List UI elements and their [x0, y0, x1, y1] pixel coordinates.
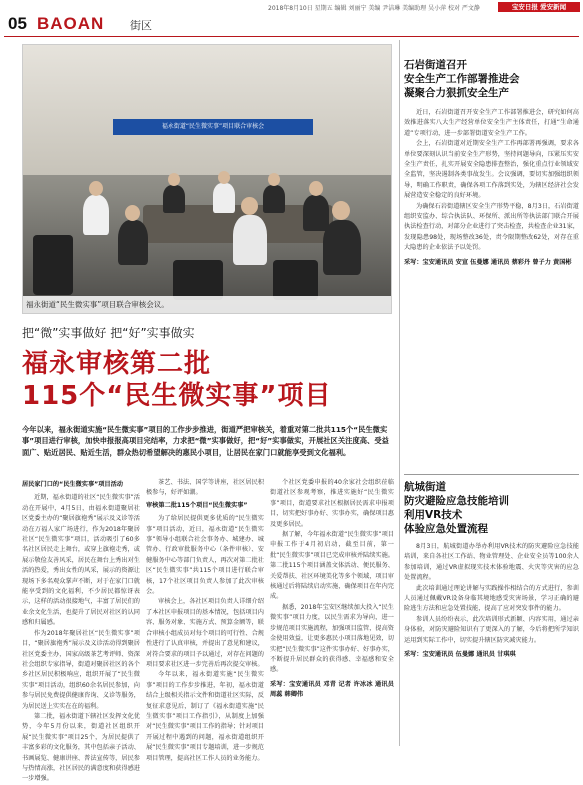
column-paragraph: 会上，石岩街道对近期安全生产工作再部署再强调，要求各单位要深刻认识当前安全生产形势，坚持问题导向，压紧压实安全生产责任，扎实开展安全隐患排查整治，强化重点行业领域安全监管，坚决遏制各类事故发生。会议强调，要切实加强组织领导，明确工作职责，确保各项工作落到实处，为辖区经济社会发展营造安全稳定的良好环境。	[404, 140, 579, 200]
column-subhead: 审核第二批115个项目“民生微实事”	[146, 501, 248, 509]
photo-head	[218, 171, 230, 184]
photo-person	[213, 183, 235, 213]
title-line: 体验应急处置流程	[404, 523, 488, 535]
article-credit: 采写：宝安通讯员 安宣 伍曼娜 通讯员 蔡彩丹 曾子力 黄国彬	[404, 258, 572, 266]
issue-meta: 2018年8月10日 星期五 编辑 刘丽宁 美编 尹洁琳 美编助理 吴小萍 校对 严文静	[268, 5, 480, 12]
column-paragraph: 第二批，福永街道下辖社区发挥文化优势，今年5月份以来，街道社区组织开展“民生微实事”项目25个，为居民提供了丰富多彩的文化服务，其中包括亲子活动、书画展览、健康讲座、普法宣传等，居民参与热情高涨，社区居民的满意度和获得感进一步增强。	[22, 712, 140, 783]
photo-caption: 福永街道“民生微实事”项目联合审核会议。	[23, 296, 391, 313]
column-paragraph: 此次培训通过理论讲解与实践操作相结合的方式进行，参训人员通过佩戴VR设备身临其境地感受灾害场景，学习正确的避险逃生方法和应急处置技能，提高了应对突发事件的能力。	[404, 584, 579, 613]
photo-person	[323, 220, 361, 275]
article-kicker: 把“微”实事做好 把“好”实事做实	[22, 326, 195, 340]
meeting-photo	[22, 44, 392, 314]
right-top-body	[404, 108, 579, 468]
article-lead: 今年以来，福永街道实施“民生微实事”项目的工作步步推进，街道严把审核关，着重对第二批共115个“民生微实事”项目进行审核，加快申报报高项目完结率，力求把“微”实事做好，把“好”实事做实，开展社区关注度高、受益面广、贴近居民、贴近生活，群众热切希望解决的惠民小项目，让居民在家门口就能享受到文化福利。	[22, 425, 389, 457]
photo-chair	[33, 235, 73, 295]
article-title-line2: 115个“民生微实事”项目	[22, 381, 332, 411]
right-top-title	[404, 58, 520, 100]
column-paragraph: 参训人员纷纷表示，此次培训形式新颖、内容实用，通过亲身体验，对防灾避险知识有了更深入的了解，今后将把所学知识运用到实际工作中，切实提升辖区防灾减灾能力。	[404, 615, 579, 644]
photo-person	[118, 220, 148, 265]
photo-head	[268, 173, 280, 186]
title-line: 石岩街道召开	[404, 59, 467, 71]
photo-head	[332, 201, 350, 220]
article-title-line1: 福永审核第二批	[22, 349, 212, 379]
column-paragraph: 8月3日，航城街道办举办利用VR技术的防灾避险应急技能培训，来自各社区工作站、物业管理处、企业安全员等100余人参加培训，通过VR虚拟现实技术体验地震、火灾等灾害的应急处置流程。	[404, 543, 579, 582]
article-credit: 采写：宝安通讯员 伍曼娜 通讯员 甘琪琪	[404, 651, 516, 659]
column-paragraph: 据了解，今年福永街道“民生微实事”项目申报工作于4月初启动，截至目前，第一批“民生微实事”项目已完成审核并陆续实施。第二批115个项目涵盖文体活动、便民服务、关爱帮扶、社区环境美化等多个领域，项目审核通过后将陆续启动实施，确保项目在年内完成。	[270, 531, 394, 601]
article-column-2	[146, 478, 264, 762]
title-line: 利用VR技术	[404, 509, 463, 521]
photo-head	[125, 205, 140, 221]
photo-head	[241, 197, 258, 215]
page-number: 05	[8, 14, 27, 33]
section-name: 街区	[130, 19, 152, 32]
photo-chair	[173, 260, 223, 300]
right-bottom-body	[404, 542, 579, 746]
newspaper-logo: 宝安日报 爱安新闻	[498, 2, 580, 12]
photo-person	[263, 185, 285, 213]
photo-head	[168, 173, 180, 186]
photo-head	[309, 181, 323, 196]
column-paragraph: 个社区党委申报的40余家社会组织莅临街道社区参观考察，推进实施好“民生微实事”项目，街道要求社区根据居民需求申报项目，切实把好事办好、实事办实，确保项目惠及更多居民。	[270, 479, 394, 528]
page-header	[0, 0, 583, 32]
article-column-1	[22, 478, 140, 783]
photo-person	[163, 185, 185, 213]
title-line: 航城街道	[404, 481, 446, 493]
column-paragraph: 近期，福永街道的社区“民生微实事”活动在开展中，4月5日，由福永街道聚居社区党委主办的“聚居旗袍秀”展示及义诊等活动在万福人家广场进行，作为2018年聚居社区“民生微实事”项目，活动吸引了60多名社区居民走上舞台，或穿上旗袍走秀，或展示敬俭友善风采，居民在舞台上秀出对生活的热爱，秀出女性的风采，展示的资源让现场下多名观众掌声不断，对于在家门口就能享受到的文化福利，不少居民都惊讶表示，这样的活动很接地气，丰富了居民们的业余文化生活，也提升了居民对社区的认同感和归属感。	[22, 494, 140, 627]
column-subhead: 居民家门口的“民生微实事”项目活动	[22, 481, 123, 488]
column-paragraph: 为确保石岩街道辖区安全生产形势平稳，8月3日，石岩街道组织安监办、综合执法队、环保所、派出所等执法部门联合开展执法检查行动，对部分企业进行了突击检查，共检查企业31家，发现隐患98处，现场整改36处，责令限期整改62处，对存在重大隐患的企业依法予以处罚。	[404, 202, 579, 252]
photo-wall	[23, 45, 391, 175]
column-paragraph: 审核会上，各社区项目负责人详细介绍了本社区申报项目的基本情况，包括项目内容、服务对象、实施方式、预算金额等，联合审核小组成员对每个项目的可行性、合规性进行了认真审核，并提出了意见和建议，对符合要求的项目予以通过，对存在问题的项目要求社区进一步完善后再次提交审核。	[146, 598, 264, 668]
header-rule	[4, 36, 579, 37]
column-paragraph: 茶艺、书法、国学等讲座，社区居民积极参与，好评如潮。	[146, 479, 264, 497]
photo-chair	[273, 260, 318, 300]
article-column-3	[270, 478, 394, 746]
title-line: 防灾避险应急技能培训	[404, 495, 509, 507]
column-paragraph: 为了给居民提供更多优质的“民生微实事”项目活动，近日，福永街道“民生微实事”领导小组联合社会事务办、城建办、城管办、行政审批服务中心（条件审核）、安健服务中心等部门负责人，再次对第二批社区“民生微实事”共115个项目进行联合审核，17个社区项目负责人参加了此次审核会。	[146, 515, 264, 596]
section-divider	[404, 474, 579, 475]
article-credit: 采写：宝安通讯员 邓青 记者 许冰冰 通讯员 周蕊 韩卿伟	[270, 680, 394, 699]
right-bottom-title	[404, 480, 509, 536]
column-paragraph: 近日，石岩街道召开安全生产工作部署推进会，研究如何高效推进落实八大生产经营单位安全生产主体责任，打通“生命通道”专项行动，进一步部署街道安全生产工作。	[404, 109, 579, 137]
photo-head	[89, 181, 103, 196]
brand-name: BAOAN	[37, 14, 105, 33]
photo-person	[83, 195, 109, 235]
column-paragraph: 今年以来，福永街道实施“民生微实事”项目的工作步步推进，年初，福永街道结合上级相关指示文件和街道社区实际，反复征求意见后，制订了《福永街道实施“民生微实事”项目工作指引》，从制度上加强对“民生微实事”项目工作的指导；针对项目开展过程中遇到的问题，福永街道组织开展“民生微实事”项目专题培训，进一步规范项目管理，提高社区工作人员的业务能力。	[146, 671, 264, 762]
photo-person	[303, 195, 329, 231]
photo-person	[233, 215, 267, 265]
title-line: 凝聚合力狠抓安全生产	[404, 87, 509, 99]
photo-banner: 福永街道“民生微实事”项目联合审核会	[113, 119, 313, 135]
column-divider	[399, 40, 400, 746]
column-paragraph: 据悉，2018年宝安区继续加大投入“民生微实事”项目力度，以民生需求为导向，进一步规范项目实施流程，加强项目监管，提高资金使用效益，让更多惠民小项目落地见效，切实把“民生微实事”这件实事办好、好事办实，不断提升居民群众的获得感、幸福感和安全感。	[270, 603, 394, 674]
title-line: 安全生产工作部署推进会	[404, 73, 520, 85]
column-paragraph: 作为2018年聚居社区“民生微实事”项目，“聚居旗袍秀”展示及义诊活动得到聚居社区党委主办，国家高级茶艺考评师、资深社会组织专家指导，街道对聚居社区的各个乡社区居民积极响应，组织开展了“民生微实事”项目活动，组织60余名居民参加，向参与居民免费提供健康咨询、义诊等服务，为居民送上实实在在的福利。	[22, 629, 140, 710]
